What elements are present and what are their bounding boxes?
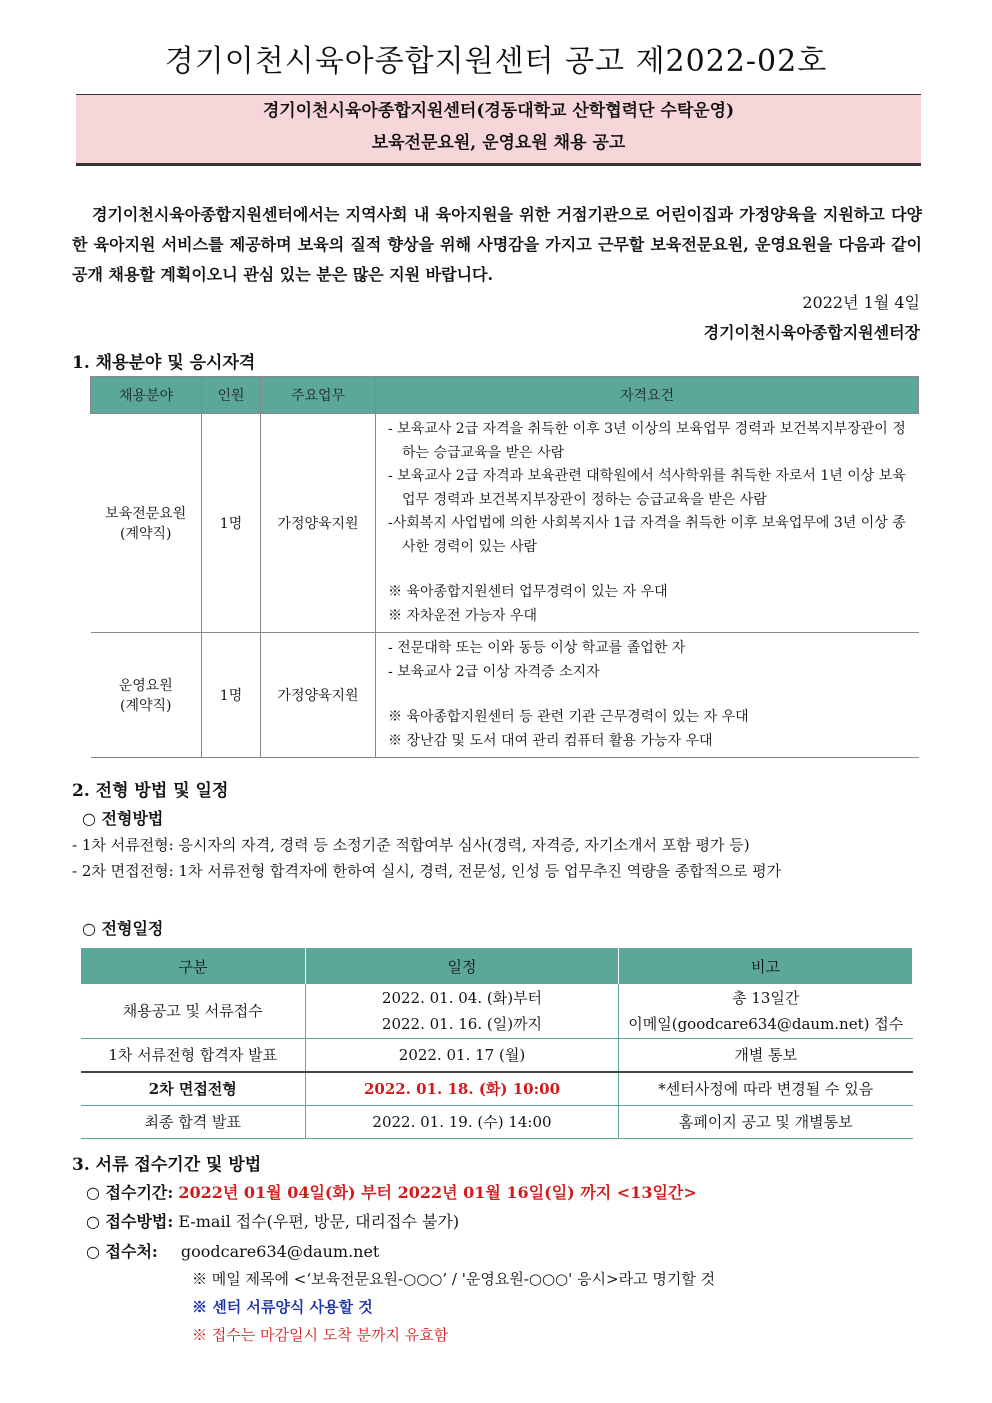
table-row bbox=[81, 1039, 913, 1073]
form-note: ※ 센터 서류양식 사용할 것 bbox=[192, 1298, 373, 1316]
col-header-duty: 주요업무 bbox=[261, 377, 376, 414]
schedule-cell: 2022. 01. 17 (월) bbox=[306, 1039, 619, 1073]
preference-note: ※ 자차운전 가능자 우대 bbox=[388, 607, 538, 624]
requirement-item: - 보육교사 2급 이상 자격증 소지자 bbox=[388, 663, 600, 680]
period-line bbox=[86, 1180, 697, 1203]
requirement-item: -사회복지 사업법에 의한 사회복지사 1급 자격을 취득한 이후 보육업무에 3년 이상 종사한 경력이 있는 사람 bbox=[388, 515, 906, 555]
signature: 경기이천시육아종합지원센터장 bbox=[703, 323, 920, 342]
period-label: ○ 접수기간: bbox=[86, 1183, 174, 1202]
category-cell: 1차 서류전형 합격자 발표 bbox=[81, 1039, 306, 1073]
remarks-cell: *센터사정에 따라 변경될 수 있음 bbox=[619, 1072, 913, 1106]
method-line: - 1차 서류전형: 응시자의 자격, 경력 등 소정기준 적합여부 심사(경력, 자격증, 자기소개서 포함 평가 등) bbox=[72, 836, 750, 854]
preference-note: ※ 육아종합지원센터 등 관련 기관 근무경력이 있는 자 우대 bbox=[388, 709, 749, 725]
duty-cell: 가정양육지원 bbox=[261, 414, 376, 633]
col-header-remarks: 비고 bbox=[619, 948, 913, 984]
section-1-title: 1. 채용분야 및 응시자격 bbox=[72, 353, 256, 373]
field-cell: 보육전문요원 (계약직) bbox=[91, 414, 202, 633]
remarks-cell: 개별 통보 bbox=[619, 1039, 913, 1073]
section-3-title: 3. 서류 접수기간 및 방법 bbox=[72, 1155, 262, 1175]
requirements-cell bbox=[376, 633, 919, 758]
schedule-cell: 2022. 01. 19. (수) 14:00 bbox=[306, 1106, 619, 1139]
banner-line-2: 보육전문요원, 운영요원 채용 공고 bbox=[371, 133, 626, 153]
preference-note: ※ 장난감 및 도서 대여 관리 컴퓨터 활용 가능자 우대 bbox=[388, 732, 713, 749]
schedule-subtitle: ○ 전형일정 bbox=[82, 919, 164, 938]
email-subject-note: ※ 메일 제목에 <‘보육전문요원-○○○’ / '운영요원-○○○' 응시>라고 명기할 것 bbox=[192, 1270, 716, 1288]
col-header-requirements: 자격요건 bbox=[376, 377, 919, 414]
requirement-item: - 보육교사 2급 자격과 보육관련 대학원에서 석사학위를 취득한 자로서 1년 이상 보육업무 경력과 보건복지부장관이 정하는 승급교육을 받은 사람 bbox=[388, 468, 906, 508]
remarks-cell: 총 13일간 이메일(goodcare634@daum.net) 접수 bbox=[619, 984, 913, 1039]
col-header-field: 채용분야 bbox=[91, 377, 202, 414]
method-subtitle: ○ 전형방법 bbox=[82, 809, 164, 828]
method-line bbox=[86, 1209, 459, 1232]
intro-paragraph: 경기이천시육아종합지원센터에서는 지역사회 내 육아지원을 위한 거점기관으로 어린이집과 가정양육을 지원하고 다양한 육아지원 서비스를 제공하며 보육의 질적 향상을 위해 사명감을 가지고 근무할 보육전문요원, 운영요원을 다음과 같이 공개 채용할 계획이오니 관심 있는 분은 많은 지원 바랍니다. bbox=[72, 205, 922, 284]
announcement-title: 경기이천시육아종합지원센터 공고 제2022-02호 bbox=[164, 44, 828, 79]
deadline-note: ※ 접수는 마감일시 도착 분까지 유효함 bbox=[192, 1326, 449, 1344]
section-2-title: 2. 전형 방법 및 일정 bbox=[72, 781, 229, 801]
duty-cell: 가정양육지원 bbox=[261, 633, 376, 758]
count-cell: 1명 bbox=[202, 633, 261, 758]
banner-line-1: 경기이천시육아종합지원센터(경동대학교 산학협력단 수탁운영) bbox=[262, 101, 735, 121]
method-label: ○ 접수방법: bbox=[86, 1212, 174, 1231]
method-value: E-mail 접수(우편, 방문, 대리접수 불가) bbox=[178, 1212, 460, 1231]
method-line: - 2차 면접전형: 1차 서류전형 합격자에 한하여 실시, 경력, 전문성, 인성 등 업무추진 역량을 종합적으로 평가 bbox=[72, 862, 782, 880]
method-list bbox=[72, 832, 922, 884]
place-label: ○ 접수처: bbox=[86, 1242, 158, 1261]
requirement-item: - 보육교사 2급 자격을 취득한 이후 3년 이상의 보육업무 경력과 보건복지부장관이 정하는 승급교육을 받은 사람 bbox=[388, 421, 906, 461]
table-row-highlighted bbox=[81, 1072, 913, 1106]
preference-note: ※ 육아종합지원센터 업무경력이 있는 자 우대 bbox=[388, 584, 668, 600]
schedule-cell: 2022. 01. 18. (화) 10:00 bbox=[306, 1072, 619, 1106]
place-line bbox=[86, 1239, 379, 1262]
recruitment-table bbox=[90, 376, 919, 758]
category-cell: 채용공고 및 서류접수 bbox=[81, 984, 306, 1039]
table-row bbox=[91, 414, 919, 633]
announcement-date: 2022년 1월 4일 bbox=[802, 293, 920, 312]
col-header-category: 구분 bbox=[81, 948, 306, 984]
schedule-cell: 2022. 01. 04. (화)부터 2022. 01. 16. (일)까지 bbox=[306, 984, 619, 1039]
requirements-cell bbox=[376, 414, 919, 633]
table-row bbox=[91, 633, 919, 758]
schedule-table bbox=[80, 948, 913, 1139]
field-cell: 운영요원 (계약직) bbox=[91, 633, 202, 758]
col-header-schedule: 일정 bbox=[306, 948, 619, 984]
count-cell: 1명 bbox=[202, 414, 261, 633]
period-value: 2022년 01월 04일(화) 부터 2022년 01월 16일(일) 까지 <13일간> bbox=[178, 1183, 697, 1202]
table-row bbox=[81, 984, 913, 1039]
remarks-cell: 홈페이지 공고 및 개별통보 bbox=[619, 1106, 913, 1139]
category-cell: 2차 면접전형 bbox=[81, 1072, 306, 1106]
table-row bbox=[81, 1106, 913, 1139]
requirement-item: - 전문대학 또는 이와 동등 이상 학교를 졸업한 자 bbox=[388, 640, 686, 656]
email-address: goodcare634@daum.net bbox=[180, 1242, 380, 1261]
title-banner bbox=[76, 94, 921, 166]
col-header-count: 인원 bbox=[202, 377, 261, 414]
category-cell: 최종 합격 발표 bbox=[81, 1106, 306, 1139]
